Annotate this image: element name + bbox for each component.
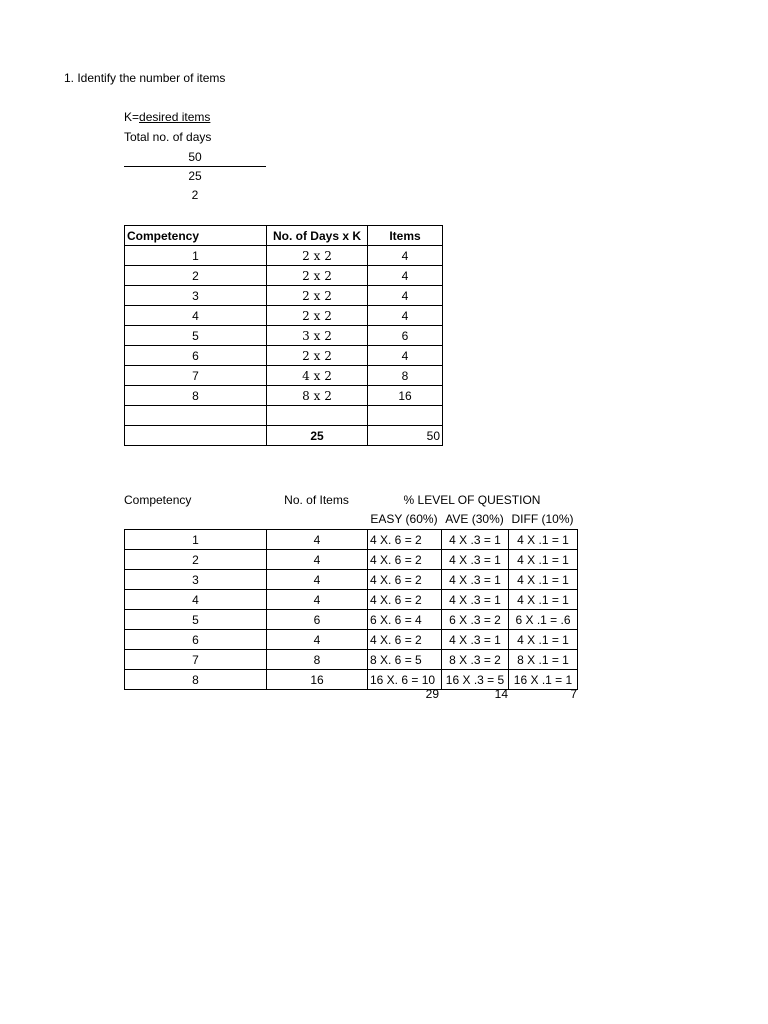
cell-items: 16 [368,386,443,406]
cell-competency: 6 [125,630,267,650]
cell-items: 4 [368,246,443,266]
table-row [125,306,443,326]
table-row [125,326,443,346]
cell-items: 4 [267,550,368,570]
cell-items: 6 [267,610,368,630]
table-row [125,610,578,630]
table-row [125,650,578,670]
cell-ave: 4 X .3 = 1 [442,630,509,650]
cell-easy: 4 X. 6 = 2 [368,590,442,610]
table-row [125,530,578,550]
cell-days-k: 8 x 2 [267,386,368,406]
cell-items: 4 [267,630,368,650]
items-table [124,225,443,446]
t2-header-level: % LEVEL OF QUESTION [403,493,541,507]
empty-cell [368,406,443,426]
cell-competency: 8 [125,386,267,406]
cell-competency: 1 [125,530,267,550]
cell-competency: 5 [125,610,267,630]
cell-items: 4 [368,306,443,326]
cell-diff: 6 X .1 = .6 [509,610,578,630]
cell-ave: 8 X .3 = 2 [442,650,509,670]
cell-diff: 4 X .1 = 1 [509,550,578,570]
cell-ave: 6 X .3 = 2 [442,610,509,630]
t2-sub-easy: EASY (60%) [370,512,438,526]
cell-items: 4 [267,530,368,550]
cell-diff: 8 X .1 = 1 [509,650,578,670]
formula-denominator: 25 [188,169,202,183]
level-table [124,529,578,690]
formula-denominator-label: Total no. of days [124,130,212,144]
header-items: Items [368,226,443,246]
cell-competency: 8 [125,670,267,690]
cell-days-k: 2 x 2 [267,286,368,306]
cell-items: 8 [267,650,368,670]
cell-items: 4 [368,286,443,306]
cell-days-k: 2 x 2 [267,346,368,366]
table-row [125,570,578,590]
cell-competency: 6 [125,346,267,366]
cell-competency: 3 [125,570,267,590]
cell-items: 4 [368,266,443,286]
t2-sub-ave: AVE (30%) [445,512,504,526]
cell-ave: 16 X .3 = 5 [442,670,509,690]
formula-k-line [124,110,210,124]
table-row [125,346,443,366]
cell-items: 16 [267,670,368,690]
cell-competency: 5 [125,326,267,346]
empty-cell [267,406,368,426]
cell-days-k: 2 x 2 [267,246,368,266]
empty-cell [125,426,267,446]
table-row [125,590,578,610]
header-competency: Competency [125,226,267,246]
cell-competency: 1 [125,246,267,266]
total-easy: 29 [425,687,439,701]
t2-header-items: No. of Items [284,493,349,507]
cell-competency: 4 [125,306,267,326]
cell-diff: 16 X .1 = 1 [509,670,578,690]
cell-easy: 4 X. 6 = 2 [368,530,442,550]
table-row [125,630,578,650]
formula-divider [124,166,266,167]
total-diff: 7 [570,687,577,701]
cell-ave: 4 X .3 = 1 [442,550,509,570]
table-row [125,266,443,286]
formula-numerator: 50 [188,150,202,164]
formula-result: 2 [191,188,199,202]
t2-sub-diff: DIFF (10%) [511,512,574,526]
cell-competency: 3 [125,286,267,306]
header-days-k: No. of Days x K [267,226,368,246]
cell-days-k: 3 x 2 [267,326,368,346]
total-days: 25 [267,426,368,446]
cell-items: 8 [368,366,443,386]
total-ave: 14 [494,687,508,701]
table-row [125,246,443,266]
table-row [125,286,443,306]
cell-items: 4 [368,346,443,366]
empty-row [125,406,443,426]
cell-competency: 7 [125,650,267,670]
total-row [125,426,443,446]
cell-competency: 2 [125,266,267,286]
cell-easy: 8 X. 6 = 5 [368,650,442,670]
cell-days-k: 2 x 2 [267,306,368,326]
cell-diff: 4 X .1 = 1 [509,570,578,590]
cell-ave: 4 X .3 = 1 [442,570,509,590]
cell-competency: 4 [125,590,267,610]
cell-diff: 4 X .1 = 1 [509,630,578,650]
total-items: 50 [368,426,443,446]
table-row [125,366,443,386]
cell-easy: 4 X. 6 = 2 [368,570,442,590]
cell-easy: 4 X. 6 = 2 [368,550,442,570]
cell-easy: 16 X. 6 = 10 [368,670,442,690]
cell-ave: 4 X .3 = 1 [442,590,509,610]
cell-items: 4 [267,570,368,590]
cell-days-k: 4 x 2 [267,366,368,386]
formula-k-label: desired items [139,110,211,124]
cell-diff: 4 X .1 = 1 [509,530,578,550]
formula-k-prefix: K= [124,110,140,124]
empty-cell [125,406,267,426]
cell-easy: 6 X. 6 = 4 [368,610,442,630]
cell-ave: 4 X .3 = 1 [442,530,509,550]
cell-competency: 2 [125,550,267,570]
cell-diff: 4 X .1 = 1 [509,590,578,610]
cell-days-k: 2 x 2 [267,266,368,286]
items-table-header [125,226,443,246]
table-row [125,386,443,406]
cell-items: 6 [368,326,443,346]
cell-items: 4 [267,590,368,610]
cell-competency: 7 [125,366,267,386]
cell-easy: 4 X. 6 = 2 [368,630,442,650]
t2-header-competency: Competency [124,493,192,507]
page-heading: 1. Identify the number of items [64,71,226,85]
table-row [125,550,578,570]
